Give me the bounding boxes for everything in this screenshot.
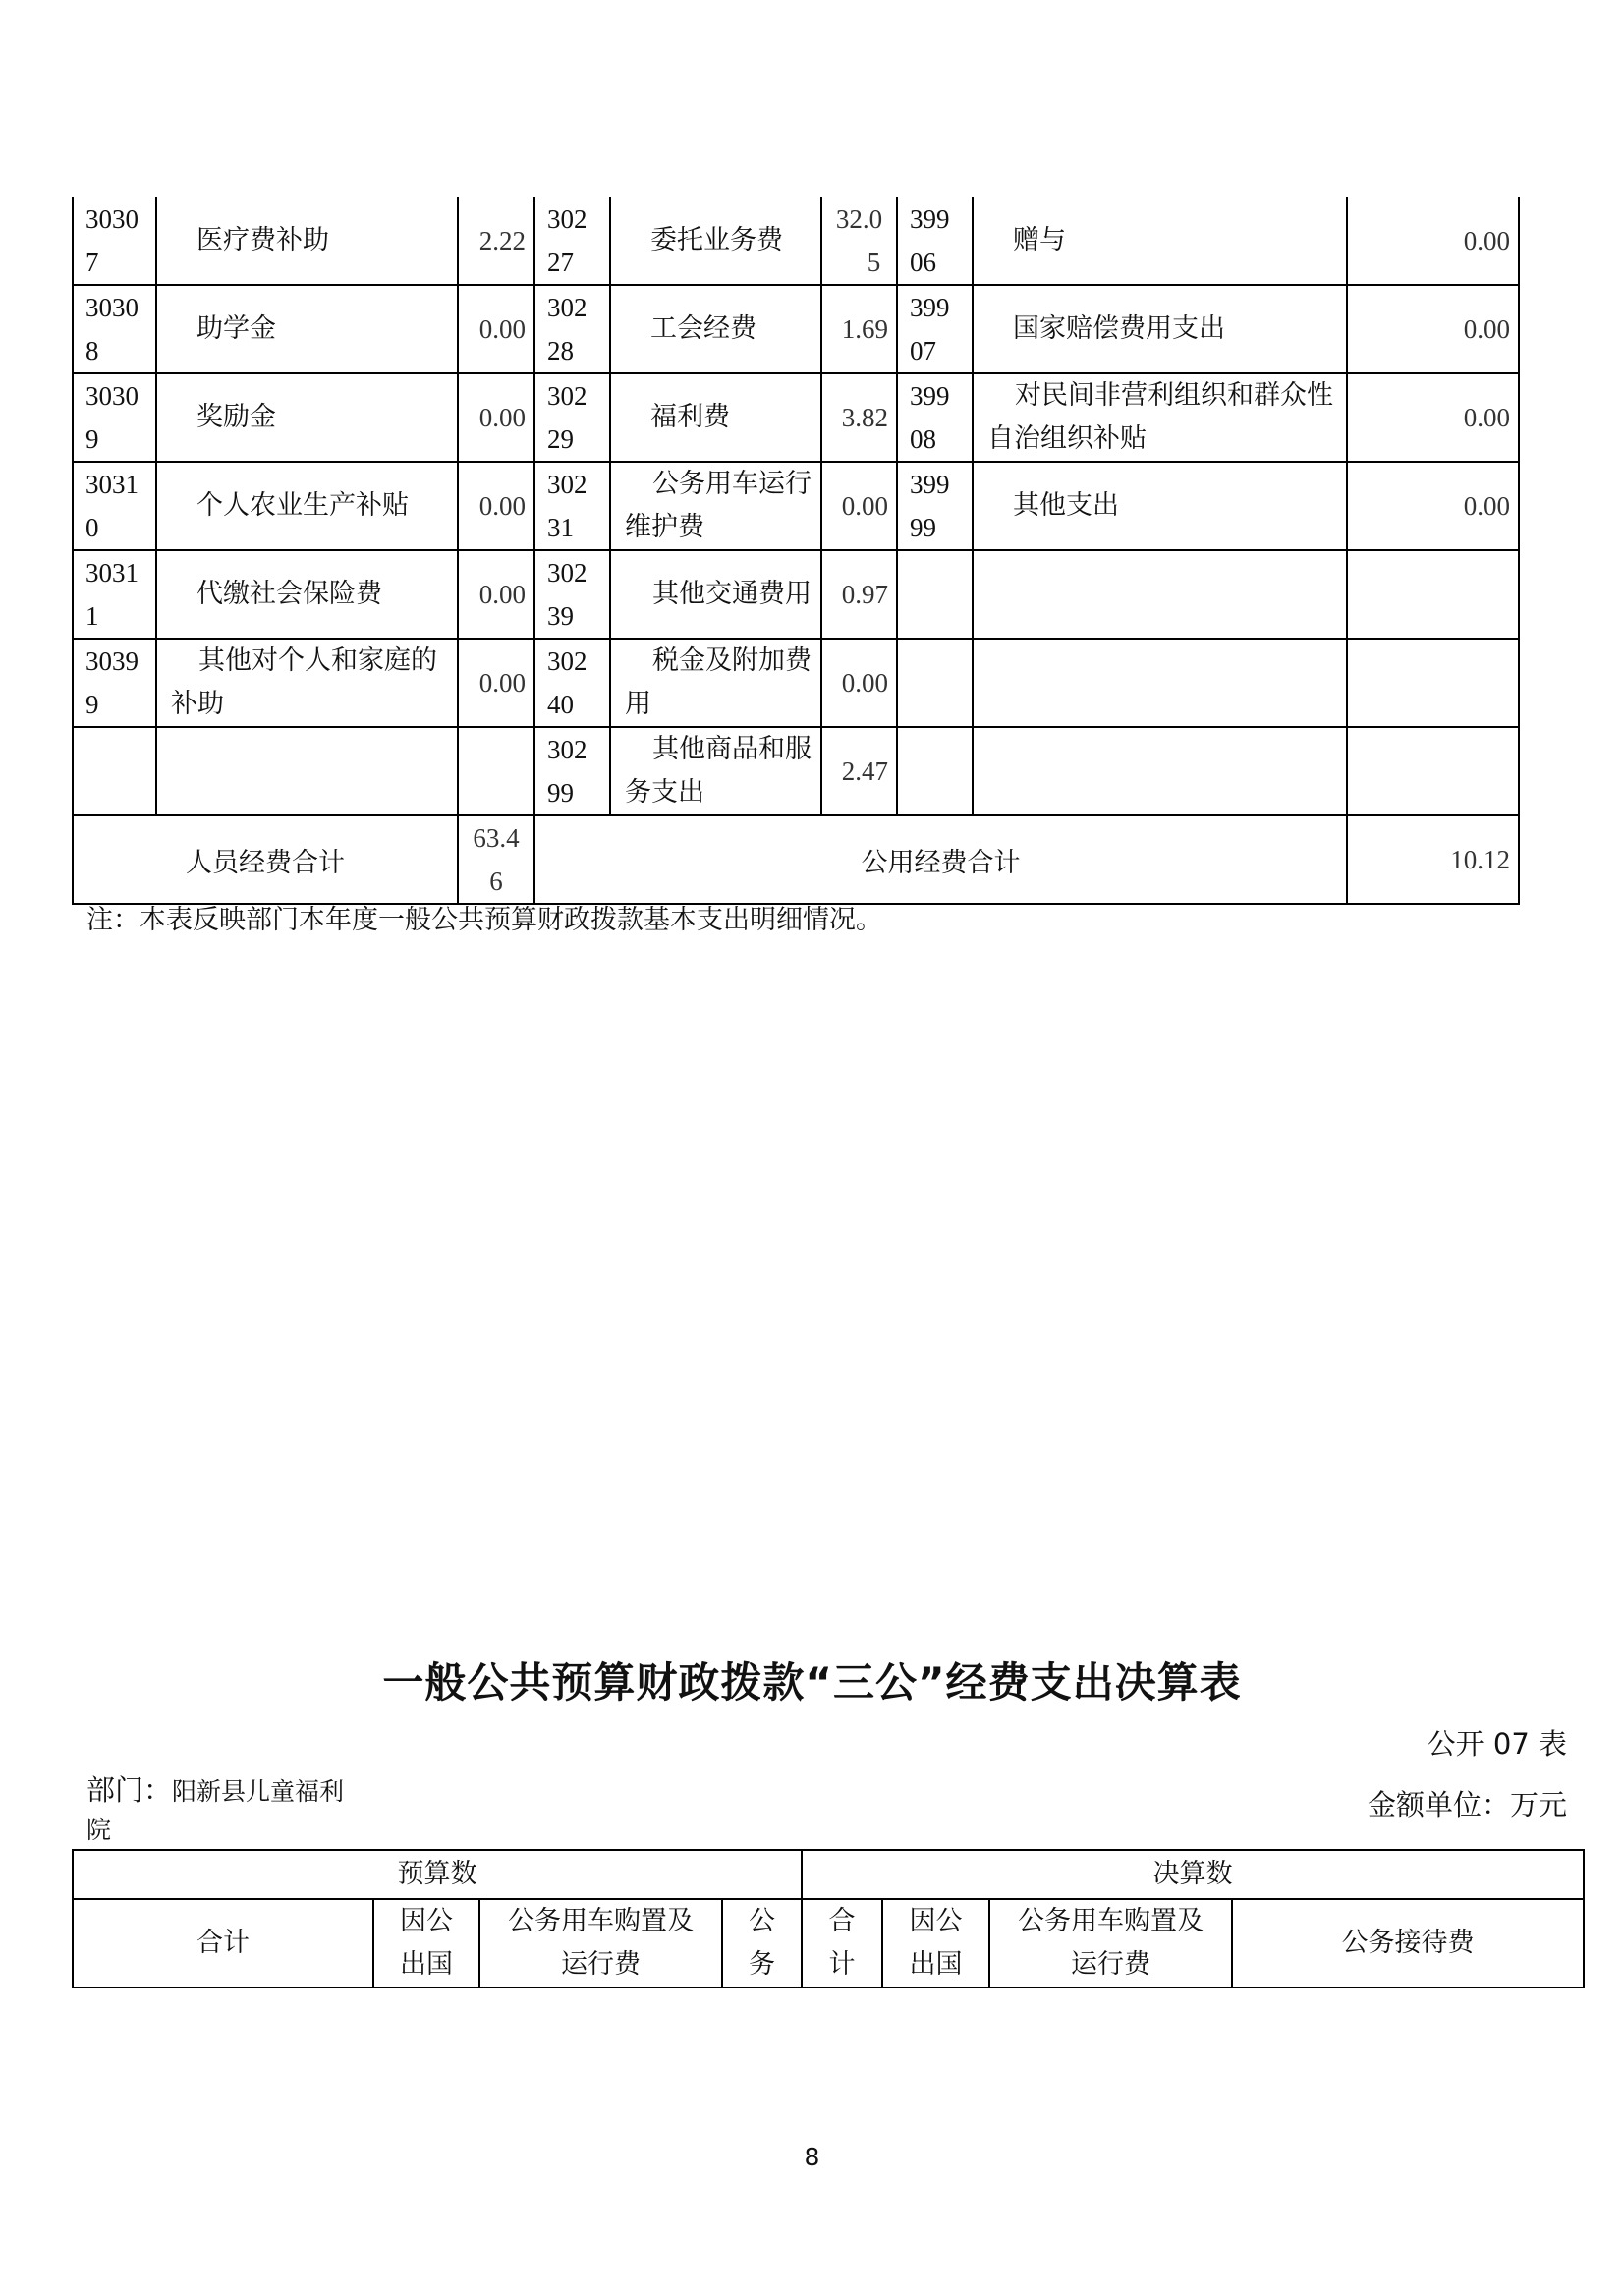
section-title: 一般公共预算财政拨款“三公”经费支出决算表 <box>382 1658 1242 1707</box>
header-line: 公务用车购置及 <box>508 1906 694 1936</box>
item-code-part: 302 <box>547 735 588 764</box>
item-code <box>897 550 973 639</box>
item-code-part: 9 <box>85 424 99 454</box>
item-name: 税金及附加费用 <box>610 639 821 727</box>
item-amount <box>1347 639 1519 727</box>
item-amount: 0.00 <box>458 373 534 462</box>
item-name: 其他商品和服务支出 <box>610 727 821 815</box>
item-amount: 2.22 <box>458 197 534 285</box>
item-code <box>534 285 610 373</box>
item-code <box>534 727 610 815</box>
item-code-part: 399 <box>910 381 950 411</box>
item-code <box>897 462 973 550</box>
item-code-part: 39 <box>547 601 574 631</box>
item-name: 其他对个人和家庭的补助 <box>156 639 458 727</box>
item-code <box>897 373 973 462</box>
header-line: 出国 <box>400 1949 453 1980</box>
item-code <box>73 550 156 639</box>
item-code-part: 399 <box>910 293 950 322</box>
item-code-part: 399 <box>910 204 950 234</box>
item-code <box>534 550 610 639</box>
item-code <box>73 197 156 285</box>
item-code-part: 3030 <box>85 381 139 411</box>
item-code-part: 99 <box>910 513 936 542</box>
three-public-table <box>72 1849 1585 1988</box>
item-code-part: 3030 <box>85 293 139 322</box>
item-name: 个人农业生产补贴 <box>156 462 458 550</box>
item-code-part: 27 <box>547 248 574 277</box>
item-code-part: 302 <box>547 470 588 499</box>
item-name: 赠与 <box>973 197 1347 285</box>
item-code-part: 7 <box>85 248 99 277</box>
table-note: 注：本表反映部门本年度一般公共预算财政拨款基本支出明细情况。 <box>86 905 882 935</box>
item-code-part: 29 <box>547 424 574 454</box>
group-header-row <box>73 1850 1584 1899</box>
item-name <box>973 727 1347 815</box>
column-header-row <box>73 1899 1584 1987</box>
item-amount: 0.00 <box>821 639 897 727</box>
table-number: 公开 07 表 <box>1427 1727 1567 1761</box>
item-code <box>73 639 156 727</box>
item-amount: 0.00 <box>821 462 897 550</box>
item-code <box>73 285 156 373</box>
item-code-part: 06 <box>910 248 936 277</box>
item-code-part: 0 <box>85 513 99 542</box>
item-name: 其他支出 <box>973 462 1347 550</box>
header-line: 公 <box>749 1906 775 1936</box>
item-code <box>897 727 973 815</box>
item-name: 福利费 <box>610 373 821 462</box>
item-name <box>973 639 1347 727</box>
item-name: 其他交通费用 <box>610 550 821 639</box>
item-code-part: 3039 <box>85 646 139 676</box>
item-code-part: 08 <box>910 424 936 454</box>
item-code-part: 3031 <box>85 470 139 499</box>
department-name: 阳新县儿童福利 <box>172 1777 345 1806</box>
item-name: 国家赔偿费用支出 <box>973 285 1347 373</box>
item-amount: 0.00 <box>458 639 534 727</box>
budget-header: 预算数 <box>73 1850 802 1899</box>
table-row <box>73 285 1519 373</box>
item-name <box>156 727 458 815</box>
item-code-part: 31 <box>547 513 574 542</box>
item-amount: 2.47 <box>821 727 897 815</box>
item-code-part: 302 <box>547 381 588 411</box>
header-line: 合计 <box>196 1928 250 1958</box>
table-row <box>73 550 1519 639</box>
header-line: 因公 <box>400 1906 453 1936</box>
basic-expense-detail-table <box>72 197 1520 905</box>
department-name-cont: 院 <box>86 1816 112 1844</box>
item-code-part: 302 <box>547 558 588 588</box>
table-row <box>73 462 1519 550</box>
item-code-part: 3031 <box>85 558 139 588</box>
item-code-part: 302 <box>547 293 588 322</box>
table-row <box>73 727 1519 815</box>
final-col-header <box>802 1899 882 1987</box>
item-code <box>534 373 610 462</box>
item-amount: 0.00 <box>458 550 534 639</box>
final-col-header <box>1232 1899 1584 1987</box>
item-name: 委托业务费 <box>610 197 821 285</box>
item-code-part: 40 <box>547 690 574 719</box>
item-code-part: 28 <box>547 336 574 365</box>
item-amount: 0.97 <box>821 550 897 639</box>
item-amount: 3.82 <box>821 373 897 462</box>
budget-col-header <box>722 1899 802 1987</box>
item-code <box>73 462 156 550</box>
header-line: 出国 <box>909 1949 963 1980</box>
item-amount: 0.00 <box>1347 285 1519 373</box>
final-col-header <box>989 1899 1232 1987</box>
budget-col-header <box>373 1899 479 1987</box>
item-code <box>897 197 973 285</box>
item-name: 奖励金 <box>156 373 458 462</box>
item-amount <box>458 727 534 815</box>
item-amount <box>821 197 897 285</box>
header-line: 公务接待费 <box>1341 1928 1475 1958</box>
item-code <box>897 285 973 373</box>
budget-col-header <box>73 1899 373 1987</box>
item-name: 医疗费补助 <box>156 197 458 285</box>
item-amount: 1.69 <box>821 285 897 373</box>
item-amount-part: 32.0 <box>835 204 883 234</box>
header-line: 合 <box>828 1906 856 1936</box>
item-code <box>534 462 610 550</box>
item-amount: 0.00 <box>458 462 534 550</box>
item-name: 公务用车运行维护费 <box>610 462 821 550</box>
item-name: 助学金 <box>156 285 458 373</box>
public-total-value: 10.12 <box>1347 815 1519 904</box>
header-line: 务 <box>749 1949 775 1980</box>
item-amount: 0.00 <box>1347 462 1519 550</box>
item-code-part: 1 <box>85 601 99 631</box>
item-code-part: 399 <box>910 470 950 499</box>
item-amount <box>1347 727 1519 815</box>
item-amount <box>1347 550 1519 639</box>
department-line <box>86 1768 344 1809</box>
item-name: 代缴社会保险费 <box>156 550 458 639</box>
final-header: 决算数 <box>802 1850 1584 1899</box>
page-number: 8 <box>804 2143 820 2171</box>
public-total-label: 公用经费合计 <box>534 815 1347 904</box>
item-code <box>534 197 610 285</box>
item-amount: 0.00 <box>1347 373 1519 462</box>
header-line: 运行费 <box>561 1949 641 1980</box>
item-name: 工会经费 <box>610 285 821 373</box>
header-line: 计 <box>828 1949 856 1980</box>
header-line: 公务用车购置及 <box>1018 1906 1204 1936</box>
totals-row <box>73 815 1519 904</box>
department-label: 部门： <box>86 1773 173 1807</box>
personnel-total-label: 人员经费合计 <box>73 815 458 904</box>
item-amount: 0.00 <box>1347 197 1519 285</box>
item-amount: 0.00 <box>458 285 534 373</box>
table-row <box>73 373 1519 462</box>
item-code <box>897 639 973 727</box>
item-code-part: 302 <box>547 204 588 234</box>
header-line: 运行费 <box>1071 1949 1150 1980</box>
item-code <box>73 373 156 462</box>
item-code <box>73 727 156 815</box>
item-code-part: 99 <box>547 778 574 808</box>
final-col-header <box>882 1899 989 1987</box>
item-amount-part: 5 <box>867 248 881 277</box>
header-line: 因公 <box>909 1906 963 1936</box>
item-code-part: 3030 <box>85 204 139 234</box>
item-name: 对民间非营利组织和群众性自治组织补贴 <box>973 373 1347 462</box>
item-code <box>534 639 610 727</box>
item-code-part: 302 <box>547 646 588 676</box>
table-row <box>73 639 1519 727</box>
item-code-part: 07 <box>910 336 936 365</box>
item-code-part: 8 <box>85 336 99 365</box>
table-row <box>73 197 1519 285</box>
budget-col-header <box>479 1899 722 1987</box>
amount-unit: 金额单位：万元 <box>1367 1788 1567 1821</box>
item-name <box>973 550 1347 639</box>
item-code-part: 9 <box>85 690 99 719</box>
personnel-total-value: 63.4 6 <box>458 815 534 904</box>
